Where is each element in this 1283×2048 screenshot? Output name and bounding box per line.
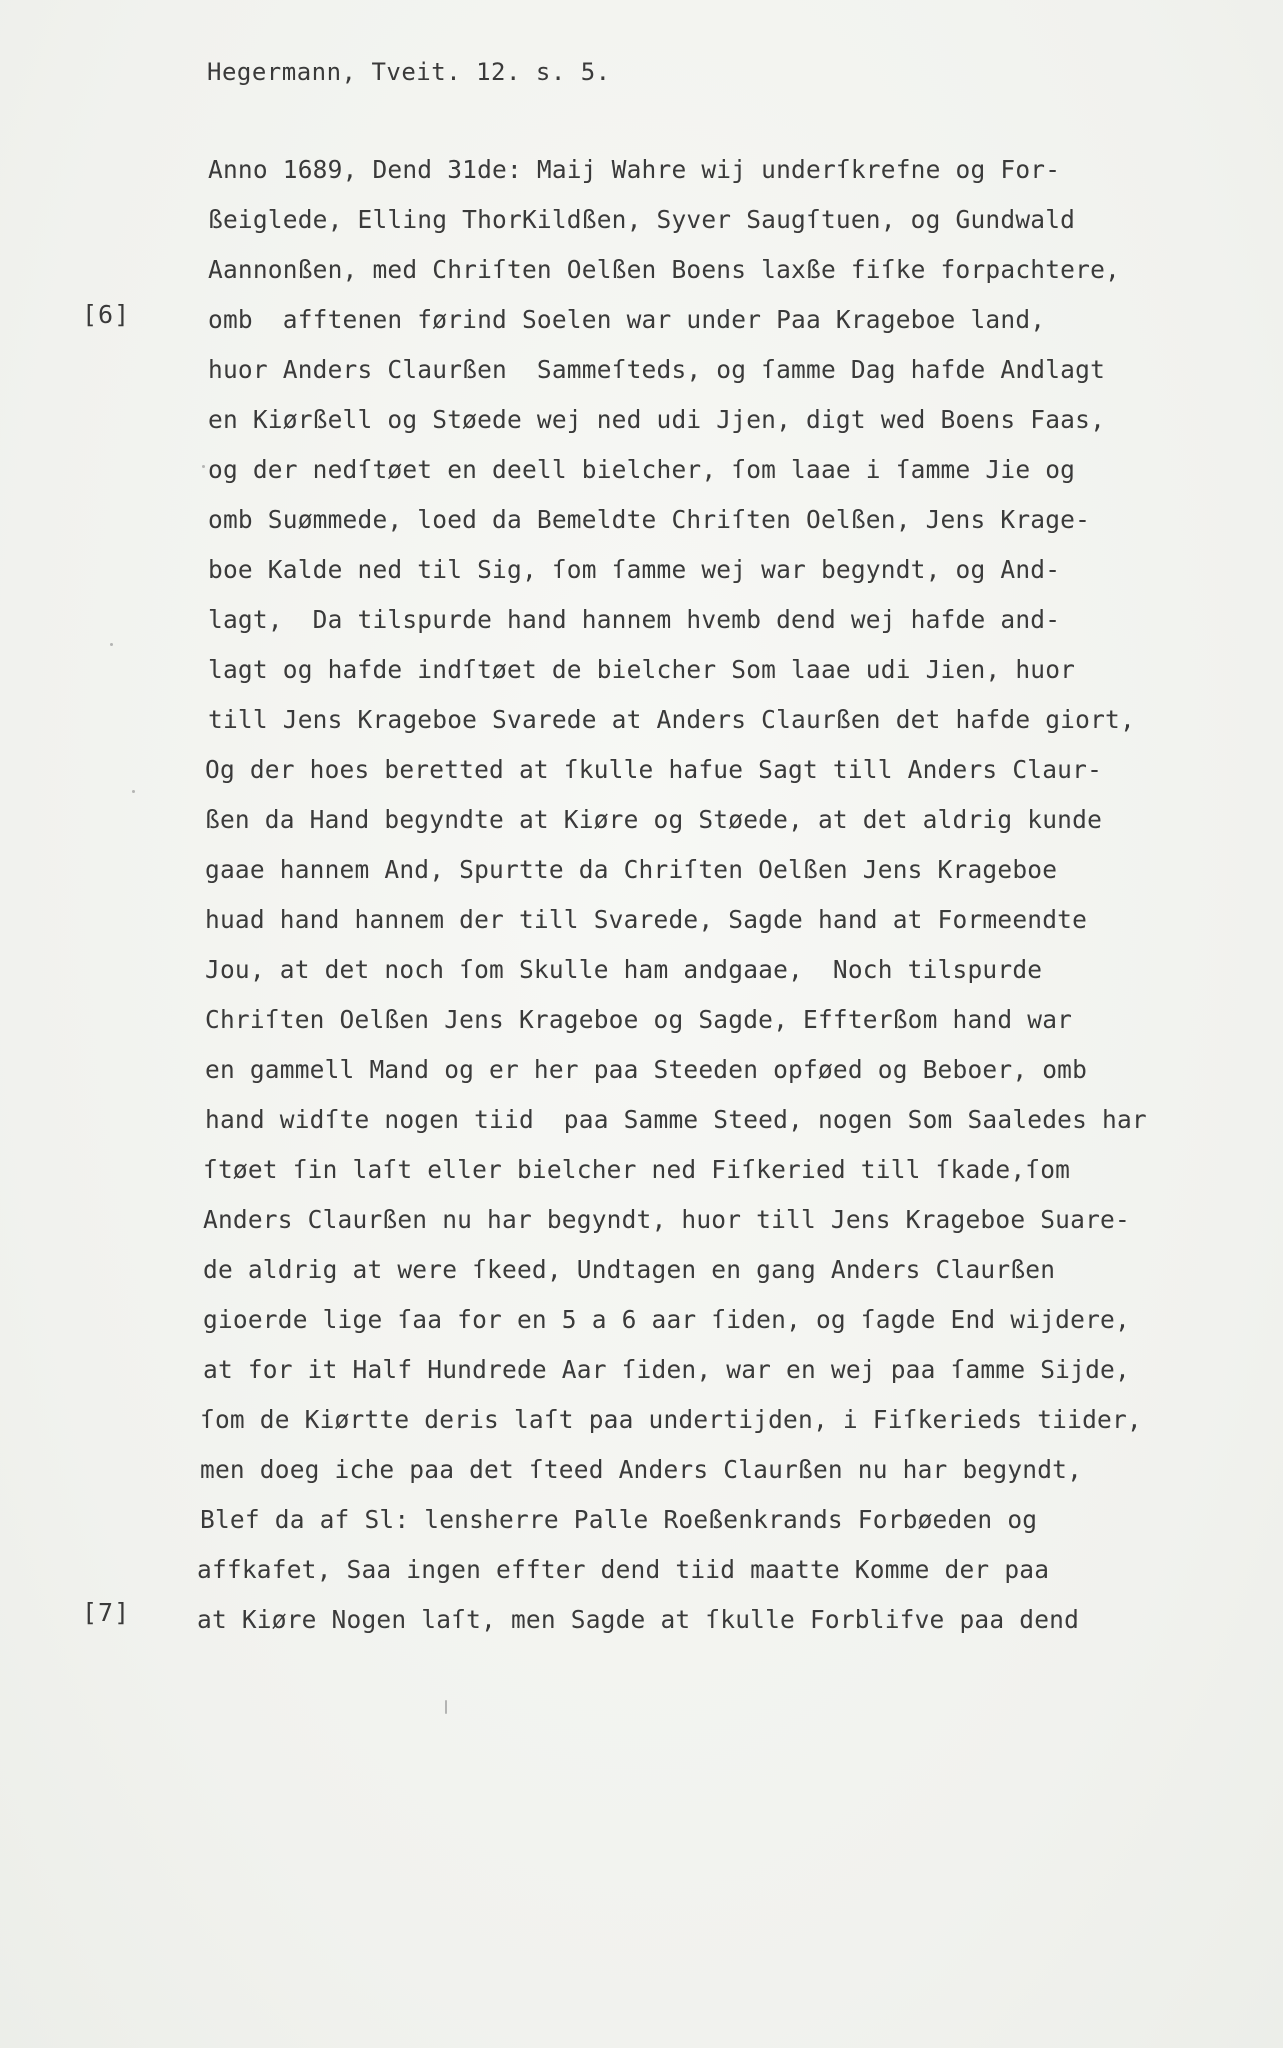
text-line: lagt, Da tilspurde hand hannem hvemb dend wej hafde and- (208, 605, 1061, 634)
text-line: Chriſten Oelßen Jens Krageboe og Sagde, Effterßom hand war (205, 1005, 1073, 1034)
text-line: huor Anders Claurßen Sammeſteds, og ſamme Dag hafde Andlagt (208, 355, 1106, 384)
text-line: Jou, at det noch ſom Skulle ham andgaae, Noch tilspurde (205, 955, 1043, 984)
text-line: ßen da Hand begyndte at Kiøre og Støede, at det aldrig kunde (205, 805, 1103, 834)
text-line: omb Suømmede, loed da Bemeldte Chriſten Oelßen, Jens Krage- (208, 505, 1091, 534)
text-line: boe Kalde ned til Sig, ſom ſamme wej war begyndt, og And- (208, 555, 1061, 584)
text-line: en Kiørßell og Støede wej ned udi Jjen, digt wed Boens Faas, (208, 405, 1106, 434)
text-line: Anders Claurßen nu har begyndt, huor till Jens Krageboe Suare- (203, 1205, 1130, 1234)
text-line: at Kiøre Nogen laſt, men Sagde at ſkulle Forblifve paa dend (197, 1605, 1080, 1634)
text-line: affkafet, Saa ingen effter dend tiid maatte Komme der paa (197, 1555, 1050, 1584)
text-line: huad hand hannem der till Svarede, Sagde hand at Formeendte (205, 905, 1088, 934)
text-line: en gammell Mand og er her paa Steeden opføed og Beboer, omb (205, 1055, 1088, 1084)
text-line: Aannonßen, med Chriſten Oelßen Boens laxße fiſke forpachtere, (208, 255, 1120, 284)
margin-note-6: [6] (82, 300, 131, 329)
text-line: ſom de Kiørtte deris laſt paa undertijden, i Fiſkerieds tiider, (200, 1405, 1142, 1434)
text-line: gaae hannem And, Spurtte da Chriſten Oelßen Jens Krageboe (205, 855, 1058, 884)
text-line: Anno 1689, Dend 31de: Maij Wahre wij underſkrefne og For- (208, 155, 1061, 184)
text-line: de aldrig at were ſkeed, Undtagen en gang Anders Claurßen (203, 1255, 1056, 1284)
text-line: at for it Half Hundrede Aar ſiden, war en wej paa ſamme Sijde, (203, 1355, 1130, 1384)
text-line: men doeg iche paa det ſteed Anders Claurßen nu har begyndt, (200, 1455, 1083, 1484)
text-line: og der nedſtøet en deell bielcher, ſom laae i ſamme Jie og (208, 455, 1076, 484)
text-line: Og der hoes beretted at ſkulle hafue Sagt till Anders Claur- (205, 755, 1103, 784)
margin-note-7: [7] (82, 1598, 131, 1627)
text-line: Blef da af Sl: lensherre Palle Roeßenkrands Forbøeden og (200, 1505, 1038, 1534)
document-header: Hegermann, Tveit. 12. s. 5. (207, 58, 611, 86)
paper-speck (445, 1700, 447, 1714)
text-line: omb afftenen førind Soelen war under Paa Krageboe land, (208, 305, 1046, 334)
text-line: ßeiglede, Elling ThorKildßen, Syver Saugſtuen, og Gundwald (208, 205, 1076, 234)
text-line: gioerde lige ſaa for en 5 a 6 aar ſiden, og ſagde End wijdere, (203, 1305, 1130, 1334)
text-line: ſtøet ſin laſt eller bielcher ned Fiſkeried till ſkade,ſom (203, 1155, 1071, 1184)
text-line: till Jens Krageboe Svarede at Anders Claurßen det hafde giort, (208, 705, 1135, 734)
text-line: hand widſte nogen tiid paa Samme Steed, nogen Som Saaledes har (205, 1105, 1147, 1134)
text-line: lagt og hafde indſtøet de bielcher Som laae udi Jien, huor (208, 655, 1076, 684)
paper-speck (132, 790, 135, 793)
paper-speck (202, 465, 205, 468)
paper-speck (110, 643, 113, 646)
